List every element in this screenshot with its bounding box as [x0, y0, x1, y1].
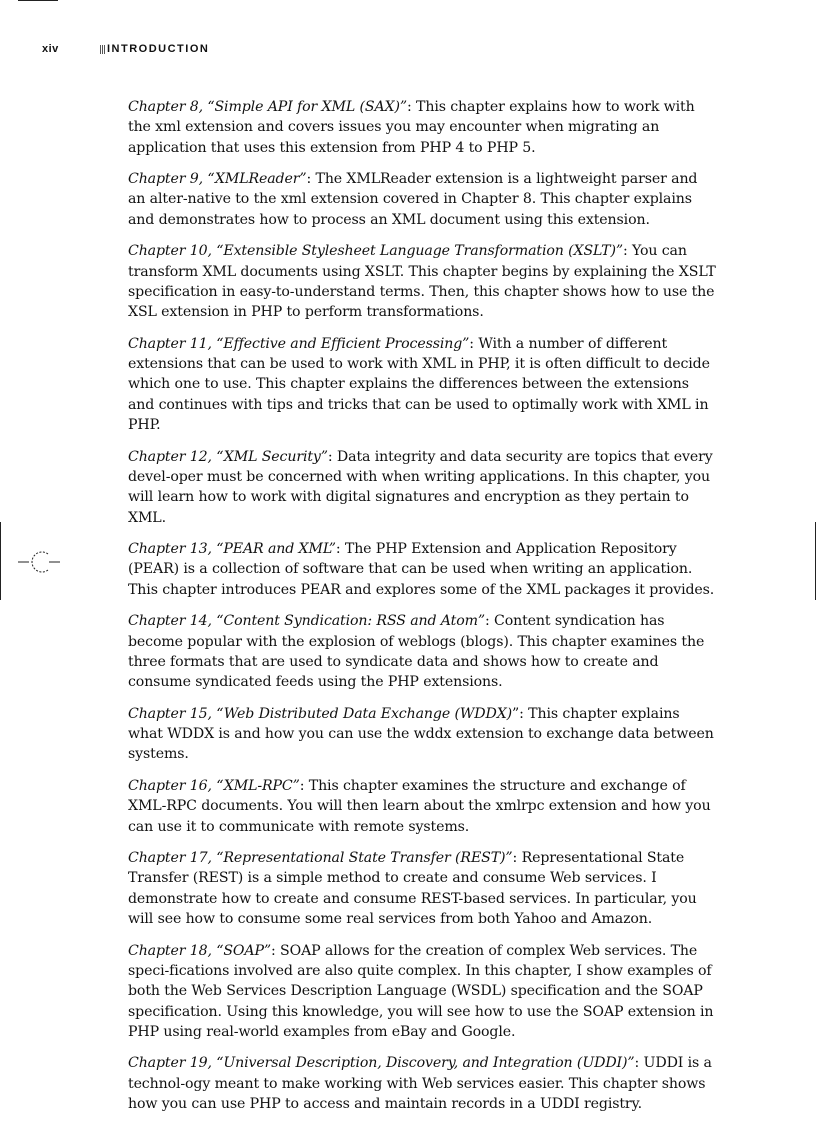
chapter-entry: [128, 1053, 718, 1114]
chapter-title: Chapter 11, “Effective and Efficient Processing”: [128, 335, 470, 352]
page-number: xiv: [42, 43, 59, 55]
section-title: INTRODUCTION: [107, 43, 210, 55]
chapter-description: : SOAP allows for the creation of complex Web services. The speci-fications involved are also quite complex. In this chapter, I show examples of both the Web Services Description Language (WSDL) specification and the SOAP specification. Using this knowledge, you will see how to use the SOAP extension in PHP using real-world examples from eBay and Google.: [128, 942, 714, 1040]
chapter-title: Chapter 17, “Representational State Transfer (REST)”: [128, 850, 513, 867]
crop-mark-top: [18, 0, 58, 1]
running-header: [42, 43, 209, 55]
chapter-entry: [128, 334, 718, 435]
chapter-entry: [128, 97, 718, 158]
chapter-entry: [128, 611, 718, 692]
chapter-title: Chapter 16, “XML-RPC”: [128, 777, 300, 794]
chapter-entry: [128, 539, 718, 600]
chapter-description: : You can transform XML documents using XSLT. This chapter begins by explaining the XSLT specification in easy-to-understand terms. Then, this chapter shows how to use the XSL extension in PHP to perform transformations.: [128, 243, 716, 321]
chapter-description: ”: This chapter explains what WDDX is and how you can use the wddx extension to exchange data between systems.: [128, 705, 714, 763]
chapter-entry: [128, 241, 718, 322]
chapter-entry: [128, 848, 718, 929]
chapter-description: : This chapter explains how to work with the xml extension and covers issues you may encounter when migrating an application that uses this extension from PHP 4 to PHP 5.: [128, 99, 695, 156]
chapter-description: : UDDI is a technol-ogy meant to make working with Web services easier. This chapter shows how you can use PHP to access and maintain records in a UDDI registry.: [128, 1055, 712, 1113]
chapter-title: Chapter 9, “XMLReader”: [128, 171, 307, 188]
chapter-title: Chapter 14, “Content Syndication: RSS and Atom”: [128, 613, 486, 630]
chapter-description: : Representational State Transfer (REST) is a simple method to create and consume Web services. I demonstrate how to create and consume REST-based services. In particular, you will see how to consume some real services from both Yahoo and Amazon.: [128, 850, 697, 928]
chapter-title: Chapter 13, “PEAR and XML”: [128, 541, 336, 558]
chapter-entry: [128, 776, 718, 837]
chapter-title: Chapter 19, “Universal Description, Discovery, and Integration (UDDI)”: [128, 1055, 635, 1072]
header-bars-icon: [100, 45, 105, 54]
registration-mark-icon: [18, 548, 60, 576]
chapter-entry: [128, 447, 718, 528]
chapter-description: : The PHP Extension and Application Repository (PEAR) is a collection of software that can be used when writing an application. This chapter introduces PEAR and explores some of the XML packages it provides.: [128, 541, 715, 598]
chapter-title: Chapter 18, “SOAP”: [128, 942, 272, 959]
chapter-title: Chapter 15, “Web Distributed Data Exchange (WDDX): [128, 705, 513, 722]
crop-mark-left: [0, 522, 1, 600]
chapter-entry: [128, 704, 718, 765]
chapter-title: Chapter 8, “Simple API for XML (SAX)”: [128, 99, 408, 115]
chapter-list: [128, 97, 718, 1126]
chapter-title: Chapter 12, “XML Security”: [128, 448, 328, 465]
chapter-entry: [128, 941, 718, 1042]
chapter-description: : Content syndication has become popular with the explosion of weblogs (blogs). This chapter examines the three formats that are used to syndicate data and shows how to create and consume syndicated feeds using the PHP extensions.: [128, 613, 705, 691]
chapter-title: Chapter 10, “Extensible Stylesheet Language Transformation (XSLT)”: [128, 243, 623, 260]
chapter-description: : The XMLReader extension is a lightweight parser and an alter-native to the xml extension covered in Chapter 8. This chapter explains and demonstrates how to process an XML document using this extension.: [128, 171, 698, 228]
chapter-description: : Data integrity and data security are topics that every devel-oper must be concerned with when writing applications. In this chapter, you will learn how to work with digital signatures and encryption as they pertain to XML.: [128, 448, 713, 526]
chapter-description: : With a number of different extensions that can be used to work with XML in PHP, it is often difficult to decide which one to use. This chapter explains the differences between the extensions and continues with tips and tricks that can be used to optimally work with XML in PHP.: [128, 335, 710, 434]
chapter-description: : This chapter examines the structure and exchange of XML-RPC documents. You will then learn about the xmlrpc extension and how you can use it to communicate with remote systems.: [128, 777, 711, 835]
chapter-entry: [128, 169, 718, 230]
